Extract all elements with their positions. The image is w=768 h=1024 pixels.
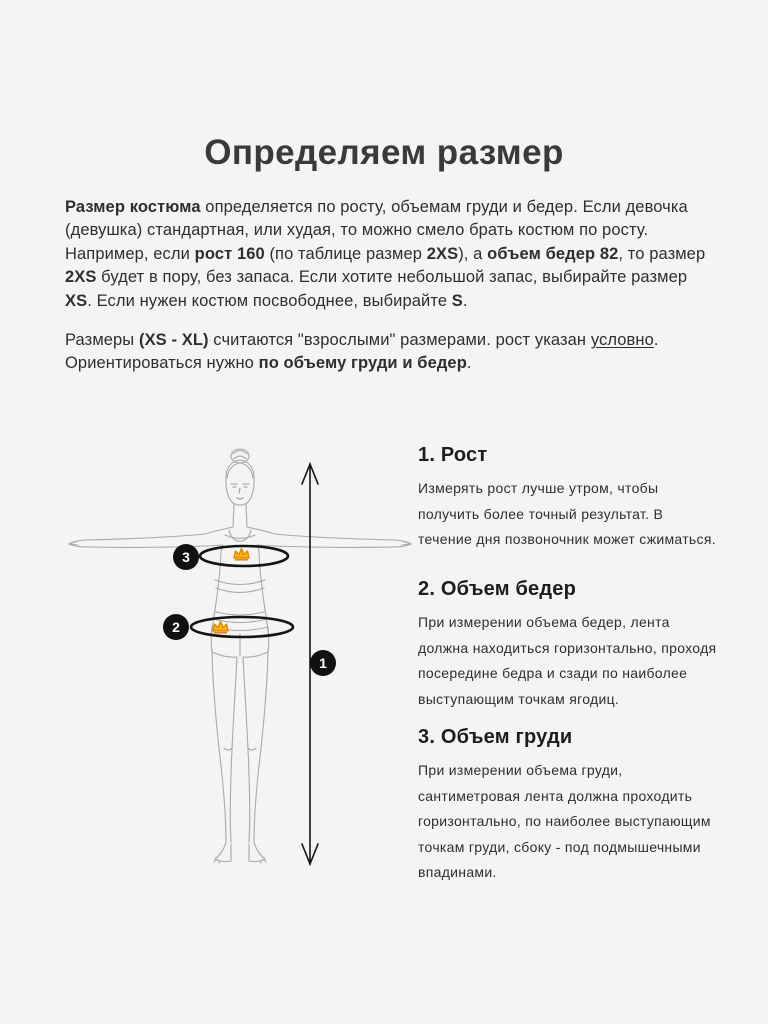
marker-label: 1 [319,655,327,671]
section-height-body: Измерять рост лучше утром, чтобы получить более точный результат. В течение дня позвоночник может сжиматься. [418,480,716,547]
section-hips [418,578,718,712]
measure-marker-hips [163,614,189,640]
section-chest-title: 3. Объем груди [418,726,573,748]
woman-line-drawing-illustration [65,440,415,890]
measure-marker-height [310,650,336,676]
intro-paragraph-1: Размер костюма определяется по росту, объемам груди и бедер. Если девочка (девушка) стандартная, или худая, то можно смело брать костюм по росту. Например, если рост 160 (по таблице размер 2XS), а объем бедер 82, то размер 2XS будет в пору, без запаса. Если хотите небольшой запас, выбирайте размер XS. Если нужен костюм посвободнее, выбирайте S. [65,198,706,310]
page-title: Определяем размер [204,133,564,172]
intro-text [65,196,713,392]
crown-logo-icon [232,547,251,561]
hip-measure-ellipse [191,617,293,637]
marker-label: 2 [172,619,180,635]
section-height-title: 1. Рост [418,444,488,466]
section-chest [418,726,718,886]
intro-paragraph-2: Размеры (XS - XL) считаются "взрослыми" размерами. рост указан условно. Ориентироваться нужно по объему груди и бедер. [65,331,659,373]
measurement-figure [65,440,415,890]
section-height [418,444,718,553]
measure-marker-chest [173,544,199,570]
crown-logo-icon [211,620,230,634]
section-hips-title: 2. Объем бедер [418,578,576,600]
section-chest-body: При измерении объема груди, сантиметровая лента должна проходить горизонтально, по наиболее выступающим точкам груди, сбоку - под подмышечными впадинами. [418,762,711,880]
section-hips-body: При измерении объема бедер, лента должна находиться горизонтально, проходя посередине бедра и сзади по наиболее выступающим точкам ягодиц. [418,614,717,707]
marker-label: 3 [182,549,190,565]
